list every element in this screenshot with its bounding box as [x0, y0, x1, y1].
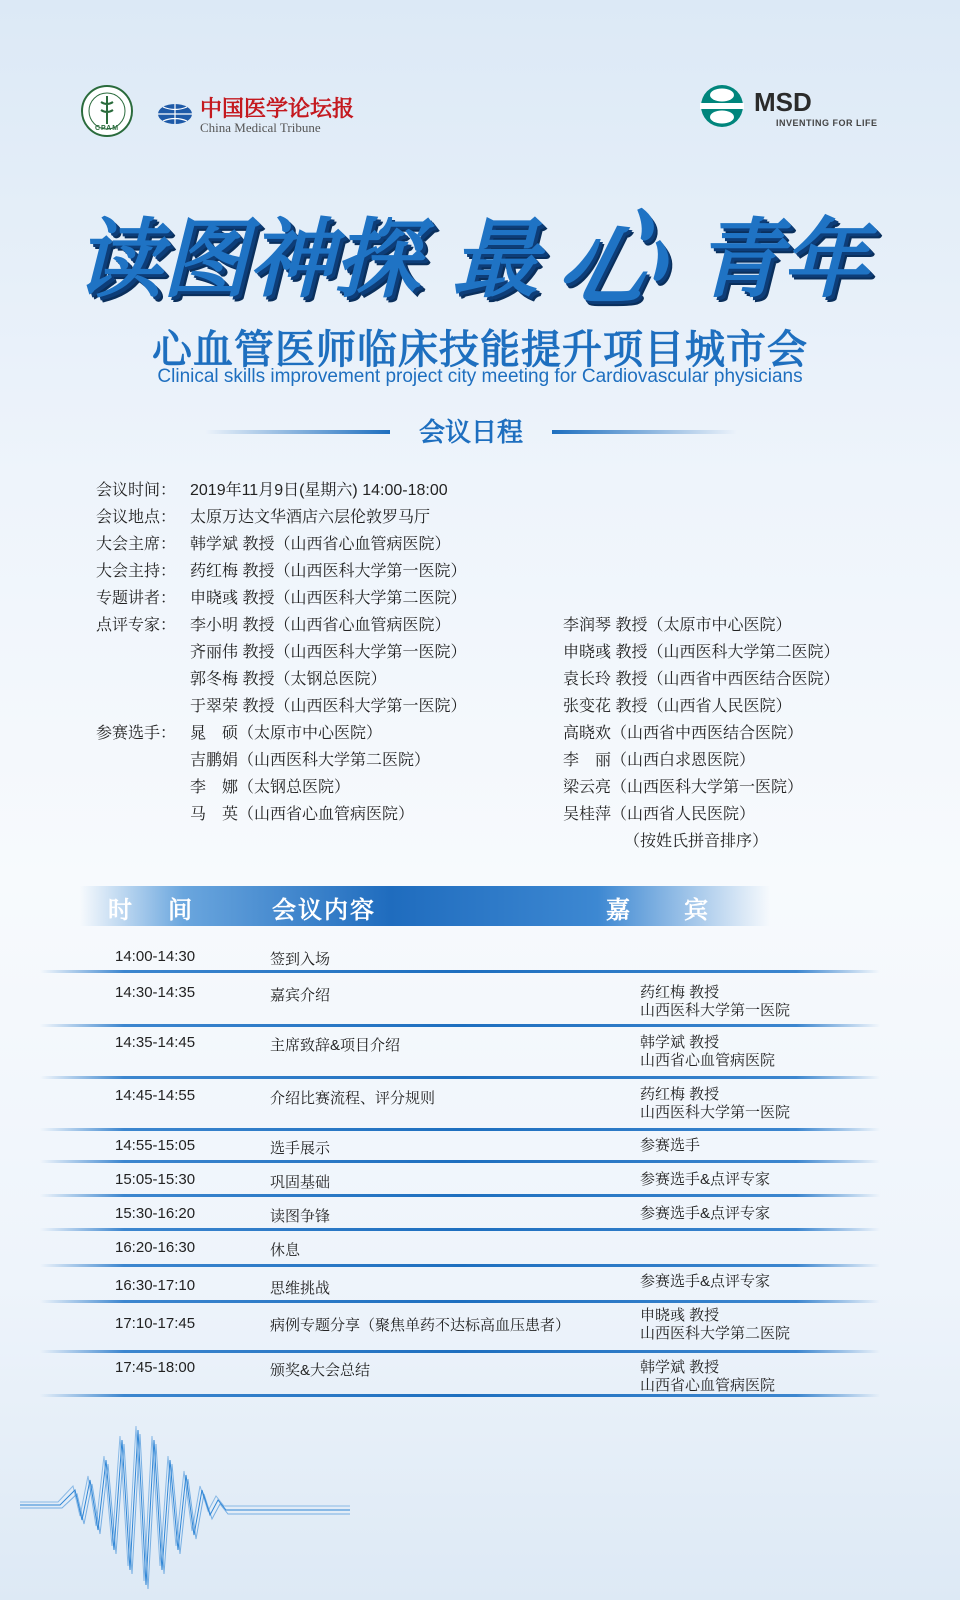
row-content: 休息	[270, 1242, 301, 1259]
info-label: 点评专家：	[96, 617, 177, 634]
guest-name: 韩学斌 教授	[640, 1359, 720, 1376]
info-label: 专题讲者：	[96, 590, 177, 607]
row-divider	[40, 970, 880, 973]
cmt-name-cn: 中国医学论坛报	[200, 96, 355, 122]
player-name: 梁云亮（山西医科大学第一医院）	[563, 779, 804, 796]
player-name: 马 英（山西省心血管病医院）	[190, 806, 415, 823]
expert-name: 张变花 教授（山西省人民医院）	[563, 698, 792, 715]
cpam-logo	[80, 84, 134, 138]
heartbeat-wave-icon	[20, 1420, 350, 1600]
row-time: 14:55-15:05	[115, 1137, 196, 1154]
row-divider	[40, 1128, 880, 1131]
info-value: 药红梅 教授（山西医科大学第一医院）	[190, 563, 467, 580]
player-name: 吴桂萍（山西省人民医院）	[563, 806, 756, 823]
row-guest	[640, 984, 790, 1020]
row-divider	[40, 1228, 880, 1231]
info-label: 大会主席：	[96, 536, 177, 553]
guest-name: 药红梅 教授	[640, 1086, 720, 1103]
guest-name: 韩学斌 教授	[640, 1034, 720, 1051]
guest-name: 申晓彧 教授	[640, 1307, 720, 1324]
info-label: 大会主持：	[96, 563, 177, 580]
row-content: 思维挑战	[270, 1280, 331, 1297]
main-title	[76, 190, 886, 321]
expert-name: 申晓彧 教授（山西医科大学第二医院）	[563, 644, 840, 661]
row-time: 14:45-14:55	[115, 1087, 196, 1104]
row-content: 介绍比赛流程、评分规则	[270, 1090, 436, 1107]
guest-org: 山西省心血管病医院	[640, 1377, 776, 1394]
player-name: 李 娜（太钢总医院）	[190, 779, 351, 796]
expert-name: 李润琴 教授（太原市中心医院）	[563, 617, 792, 634]
title-char: 图	[162, 210, 246, 310]
title-char: 青	[696, 210, 780, 310]
row-guest	[640, 1359, 775, 1395]
row-time: 14:35-14:45	[115, 1034, 196, 1051]
row-divider	[40, 1160, 880, 1163]
row-guest: 参赛选手&点评专家	[640, 1171, 771, 1188]
row-guest: 参赛选手&点评专家	[640, 1273, 771, 1290]
msd-logo	[700, 84, 900, 134]
row-time: 17:45-18:00	[115, 1359, 196, 1376]
agenda-title-row	[0, 410, 960, 450]
row-divider	[40, 1264, 880, 1267]
row-content: 主席致辞&项目介绍	[270, 1037, 401, 1054]
cmt-name-en: China Medical Tribune	[200, 120, 321, 135]
header-guest: 嘉宾	[606, 897, 762, 924]
row-time: 15:30-16:20	[115, 1205, 196, 1222]
row-guest: 参赛选手	[640, 1137, 701, 1154]
player-name: 晁 硕（太原市中心医院）	[190, 725, 383, 742]
row-time: 14:30-14:35	[115, 984, 196, 1001]
guest-org: 山西医科大学第一医院	[640, 1104, 791, 1121]
msd-wordmark: MSD	[754, 87, 812, 117]
row-content: 选手展示	[270, 1140, 331, 1157]
guest-org: 山西省心血管病医院	[640, 1052, 776, 1069]
header-content: 会议内容	[272, 897, 376, 924]
cpam-logo-text: CPAM	[94, 125, 120, 132]
player-name: 李 丽（山西白求恩医院）	[563, 752, 756, 769]
row-time: 14:00-14:30	[115, 948, 196, 965]
row-content: 颁奖&大会总结	[270, 1362, 371, 1379]
row-content: 嘉宾介绍	[270, 987, 331, 1004]
row-divider	[40, 1300, 880, 1303]
row-content: 读图争锋	[270, 1208, 331, 1225]
expert-name: 齐丽伟 教授（山西医科大学第一医院）	[190, 644, 467, 661]
msd-mark-icon	[700, 84, 744, 128]
player-name: 吉鹏娟（山西医科大学第二医院）	[190, 752, 431, 769]
info-label: 会议时间：	[96, 482, 177, 499]
guest-org: 山西医科大学第二医院	[640, 1325, 791, 1342]
guest-org: 山西医科大学第一医院	[640, 1002, 791, 1019]
info-label: 会议地点：	[96, 509, 177, 526]
title-heart-char: 心	[546, 199, 679, 321]
row-divider	[40, 1350, 880, 1353]
title-char: 神	[248, 210, 332, 310]
expert-name: 袁长玲 教授（山西省中西医结合医院）	[563, 671, 840, 688]
expert-name: 李小明 教授（山西省心血管病医院）	[190, 617, 451, 634]
row-content: 签到入场	[270, 951, 331, 968]
expert-name: 郭冬梅 教授（太钢总医院）	[190, 671, 387, 688]
order-note: （按姓氏拼音排序）	[624, 833, 769, 850]
title-char: 最	[452, 210, 536, 310]
row-content: 巩固基础	[270, 1174, 331, 1191]
msd-tagline: INVENTING FOR LIFE	[776, 118, 878, 128]
guest-name: 药红梅 教授	[640, 984, 720, 1001]
row-content: 病例专题分享（聚焦单药不达标高血压患者）	[270, 1317, 571, 1334]
title-char: 读	[76, 210, 160, 310]
player-name: 高晓欢（山西省中西医结合医院）	[563, 725, 804, 742]
divider-right	[552, 430, 737, 434]
row-guest: 参赛选手&点评专家	[640, 1205, 771, 1222]
info-value: 申晓彧 教授（山西医科大学第二医院）	[190, 590, 467, 607]
info-value: 韩学斌 教授（山西省心血管病医院）	[190, 536, 451, 553]
subtitle-en: Clinical skills improvement project city meeting for Cardiovascular physicians	[157, 366, 803, 387]
globe-icon	[156, 102, 194, 126]
agenda-title: 会议日程	[418, 417, 523, 447]
row-time: 17:10-17:45	[115, 1315, 196, 1332]
row-time: 16:20-16:30	[115, 1239, 196, 1256]
info-label: 参赛选手：	[96, 725, 177, 742]
row-guest	[640, 1086, 790, 1122]
row-divider	[40, 1024, 880, 1027]
info-value: 2019年11月9日(星期六) 14:00-18:00	[190, 482, 448, 499]
row-time: 15:05-15:30	[115, 1171, 196, 1188]
row-divider	[40, 1194, 880, 1197]
row-guest	[640, 1034, 775, 1070]
schedule-header	[80, 886, 770, 926]
expert-name: 于翠荣 教授（山西医科大学第一医院）	[190, 698, 467, 715]
divider-left	[205, 430, 390, 434]
title-char: 年	[782, 210, 866, 310]
row-divider	[40, 1394, 880, 1397]
info-value: 太原万达文华酒店六层伦敦罗马厅	[190, 509, 431, 526]
row-guest	[640, 1307, 790, 1343]
subtitle-cn: 心血管医师临床技能提升项目城市会	[152, 328, 808, 372]
title-char: 探	[334, 210, 418, 310]
row-divider	[40, 1076, 880, 1079]
header-time: 时间	[108, 897, 228, 924]
row-time: 16:30-17:10	[115, 1277, 196, 1294]
